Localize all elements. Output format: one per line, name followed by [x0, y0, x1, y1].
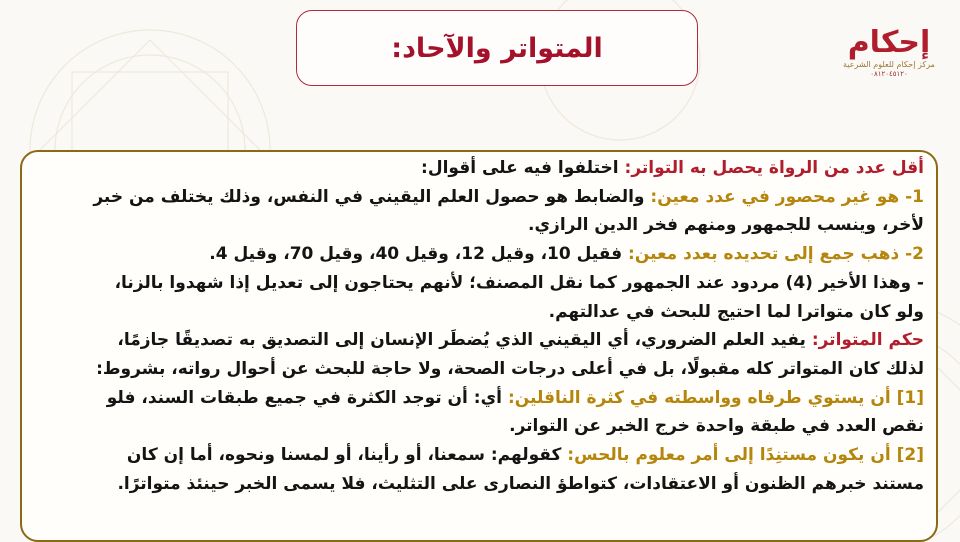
- text-line: [34, 154, 924, 183]
- text-line: [34, 412, 924, 441]
- body-text: لذلك كان المتواتر كله مقبولًا، بل في أعلى درجات الصحة، ولا حاجة للبحث عن أحوال رواته، بشروط:: [96, 358, 924, 379]
- body-text: نقص العدد في طبقة واحدة خرج الخبر عن التواتر.: [509, 416, 924, 437]
- text-line: [34, 441, 924, 470]
- highlight-phrase: حكم المتواتر:: [811, 330, 924, 351]
- highlight-phrase: 2- ذهب جمع إلى تحديده بعدد معين:: [628, 244, 924, 265]
- body-text: كقولهم: سمعنا، أو رأينا، أو لمسنا ونحوه، أما إن كان: [126, 445, 568, 466]
- body-text: مستند خبرهم الظنون أو الاعتقادات، كتواطؤ النصارى على التثليث، فلا يسمى الخبر حينئذ متواترًا.: [117, 473, 924, 494]
- body-text: لأخر، وينسب للجمهور ومنهم فخر الدين الرازي.: [528, 215, 924, 236]
- highlight-phrase: [2] أن يكون مستنِدًا إلى أمر معلوم بالحس:: [567, 445, 924, 466]
- logo-phone: ٠٨١٢٠٤٥١٢٠: [870, 70, 908, 78]
- body-text: ولو كان متواترا لما احتيج للبحث في عدالتهم.: [548, 301, 924, 322]
- text-line: [34, 384, 924, 413]
- body-text: والضابط هو حصول العلم اليقيني في النفس، وذلك يختلف من خبر: [93, 186, 651, 207]
- text-line: [34, 240, 924, 269]
- content-box: [20, 150, 938, 542]
- logo-subtitle: مركز إحكام للعلوم الشرعية: [843, 60, 935, 69]
- logo-name: إحكام: [847, 25, 931, 60]
- body-text: فقيل 10، وقيل 12، وقيل 40، وقيل 70، وقيل 4.: [209, 244, 629, 265]
- highlight-phrase: 1- هو غير محصور في عدد معين:: [650, 186, 924, 207]
- text-line: [34, 211, 924, 240]
- text-line: [34, 269, 924, 298]
- highlight-phrase: أقل عدد من الرواة يحصل به التواتر:: [624, 158, 924, 178]
- text-line: [34, 298, 924, 327]
- text-line: [34, 355, 924, 384]
- page-title: المتواتر والآحاد:: [391, 32, 603, 64]
- highlight-phrase: [1] أن يستوي طرفاه وواسطته في كثرة الناقلين:: [507, 387, 924, 408]
- logo: [830, 26, 948, 104]
- text-line: [34, 326, 924, 355]
- content-text: [22, 152, 936, 498]
- text-line: [34, 183, 924, 212]
- body-text: اختلفوا فيه على أقوال:: [421, 158, 625, 178]
- title-box: [296, 10, 698, 86]
- text-line: [34, 470, 924, 499]
- body-text: يفيد العلم الضروري، أي اليقيني الذي يُضطَر الإنسان إلى التصديق به تصديقًا جازمًا،: [117, 330, 812, 351]
- body-text: أي: أن توجد الكثرة في جميع طبقات السند، فلو: [106, 387, 508, 408]
- body-text: - وهذا الأخير (4) مردود عند الجمهور كما نقل المصنف؛ لأنهم يحتاجون إلى تعديل إذا شهدوا بالزنا،: [114, 272, 924, 293]
